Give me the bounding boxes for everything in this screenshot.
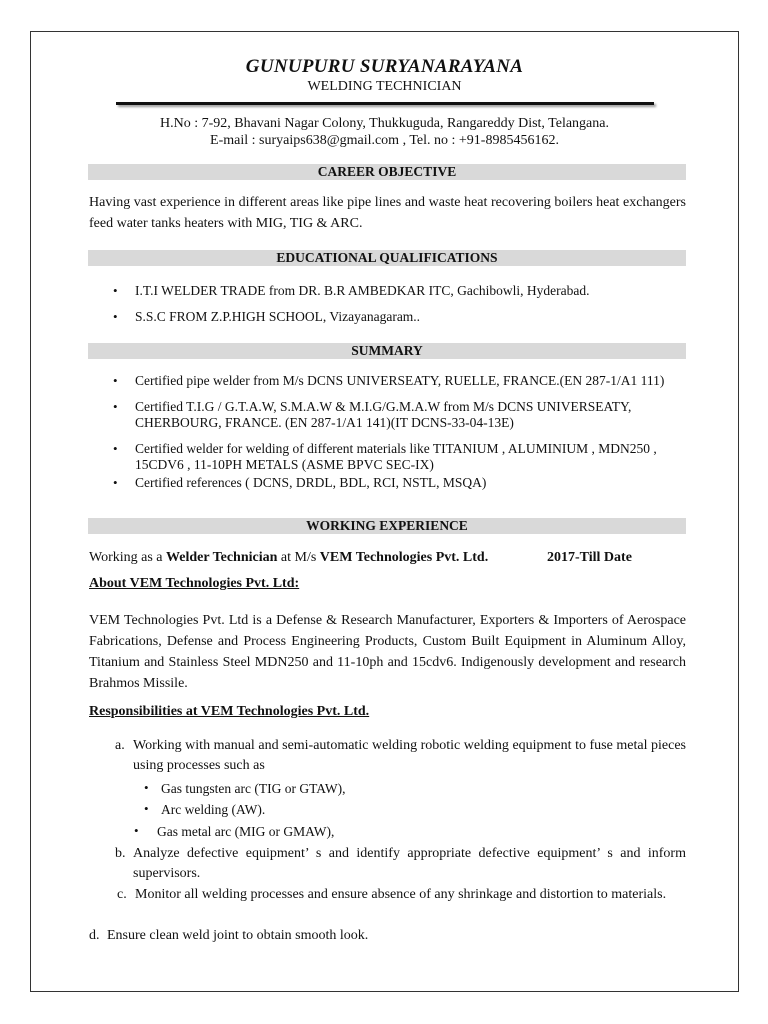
list-item: • Certified references ( DCNS, DRDL, BDL, RCI, NSTL, MSQA) — [135, 475, 695, 491]
resp-item-a — [133, 736, 686, 776]
bullet-icon: • — [134, 823, 139, 838]
resp-item-d: Ensure clean weld joint to obtain smooth look. — [107, 928, 369, 943]
candidate-role: WELDING TECHNICIAN — [307, 79, 462, 94]
list-item: Gas tungsten arc (TIG or GTAW), — [161, 781, 346, 796]
contact-line: E-mail : suryaips638@gmail.com , Tel. no : +91-8985456162. — [210, 133, 559, 148]
list-item: • I.T.I WELDER TRADE from DR. B.R AMBEDKAR ITC, Gachibowli, Hyderabad. — [135, 283, 695, 299]
candidate-name: GUNUPURU SURYANARAYANA — [245, 56, 524, 77]
list-item: • Certified welder for welding of different materials like TITANIUM , ALUMINIUM , MDN250 , 15CDV6 , 11-10PH METALS (ASME BPVC SEC-IX) — [135, 441, 675, 473]
resp-item-c: Monitor all welding processes and ensure absence of any shrinkage and distortion to materials. — [135, 887, 667, 902]
section-heading-career-objective: CAREER OBJECTIVE — [88, 164, 686, 180]
list-item: • Certified T.I.G / G.T.A.W, S.M.A.W & M.I.G/G.M.A.W from M/s DCNS UNIVERSEATY, CHERBOURG, FRANCE. (EN 287-1/A1 141)(IT DCNS-33-04-13E) — [135, 399, 665, 431]
list-item: • Certified pipe welder from M/s DCNS UNIVERSEATY, RUELLE, FRANCE.(EN 287-1/A1 111) — [135, 373, 695, 389]
experience-period — [547, 550, 632, 566]
section-heading-education: EDUCATIONAL QUALIFICATIONS — [88, 250, 686, 266]
period-text: 2017-Till Date — [547, 550, 632, 565]
section-heading-experience: WORKING EXPERIENCE — [88, 518, 686, 534]
resp-a-text: Working with manual and semi-automatic welding robotic welding equipment to fuse metal pieces using processes such as — [133, 738, 686, 773]
address-line: H.No : 7-92, Bhavani Nagar Colony, Thukkuguda, Rangareddy Dist, Telangana. — [159, 116, 609, 131]
intro-prefix: Working as a — [89, 550, 167, 565]
list-item: Gas metal arc (MIG or GMAW), — [157, 824, 335, 839]
responsibilities-heading: Responsibilities at VEM Technologies Pvt. Ltd. — [89, 704, 370, 719]
intro-company: VEM Technologies Pvt. Ltd. — [319, 550, 489, 565]
list-item: Arc welding (AW). — [161, 802, 266, 817]
resp-item-b: Analyze defective equipment’ s and identify appropriate defective equipment’ s and inform supervisors. — [133, 846, 686, 881]
experience-intro — [89, 550, 488, 566]
bullet-icon: • — [144, 780, 149, 795]
list-item: • S.S.C FROM Z.P.HIGH SCHOOL, Vizayanagaram.. — [135, 309, 695, 325]
resume-page — [30, 31, 739, 992]
section-heading-summary: SUMMARY — [88, 343, 686, 359]
resp-marker-d: d. — [89, 928, 100, 943]
intro-mid: at M/s — [277, 550, 320, 565]
career-objective-text: Having vast experience in different areas like pipe lines and waste heat recovering boilers heat exchangers feed water tanks heaters with MIG, TIG & ARC. — [89, 195, 686, 231]
bullet-icon: • — [144, 801, 149, 816]
about-company-text: VEM Technologies Pvt. Ltd is a Defense & Research Manufacturer, Exporters & Importers of Aerospace Fabrications, Defense and Process Engineering Products, Custom Built Equipment in Aluminum Alloy, Titanium and Stainless Steel MDN250 and 11-10ph and 15cdv6. Indigenously development and research Brahmos Missile. — [89, 613, 686, 691]
header-rule — [116, 102, 654, 105]
resp-marker-a: a. — [115, 738, 125, 753]
resp-marker-c: c. — [117, 887, 127, 902]
about-company-heading: About VEM Technologies Pvt. Ltd: — [89, 576, 300, 591]
intro-role: Welder Technician — [166, 550, 278, 565]
resp-marker-b: b. — [115, 846, 126, 861]
